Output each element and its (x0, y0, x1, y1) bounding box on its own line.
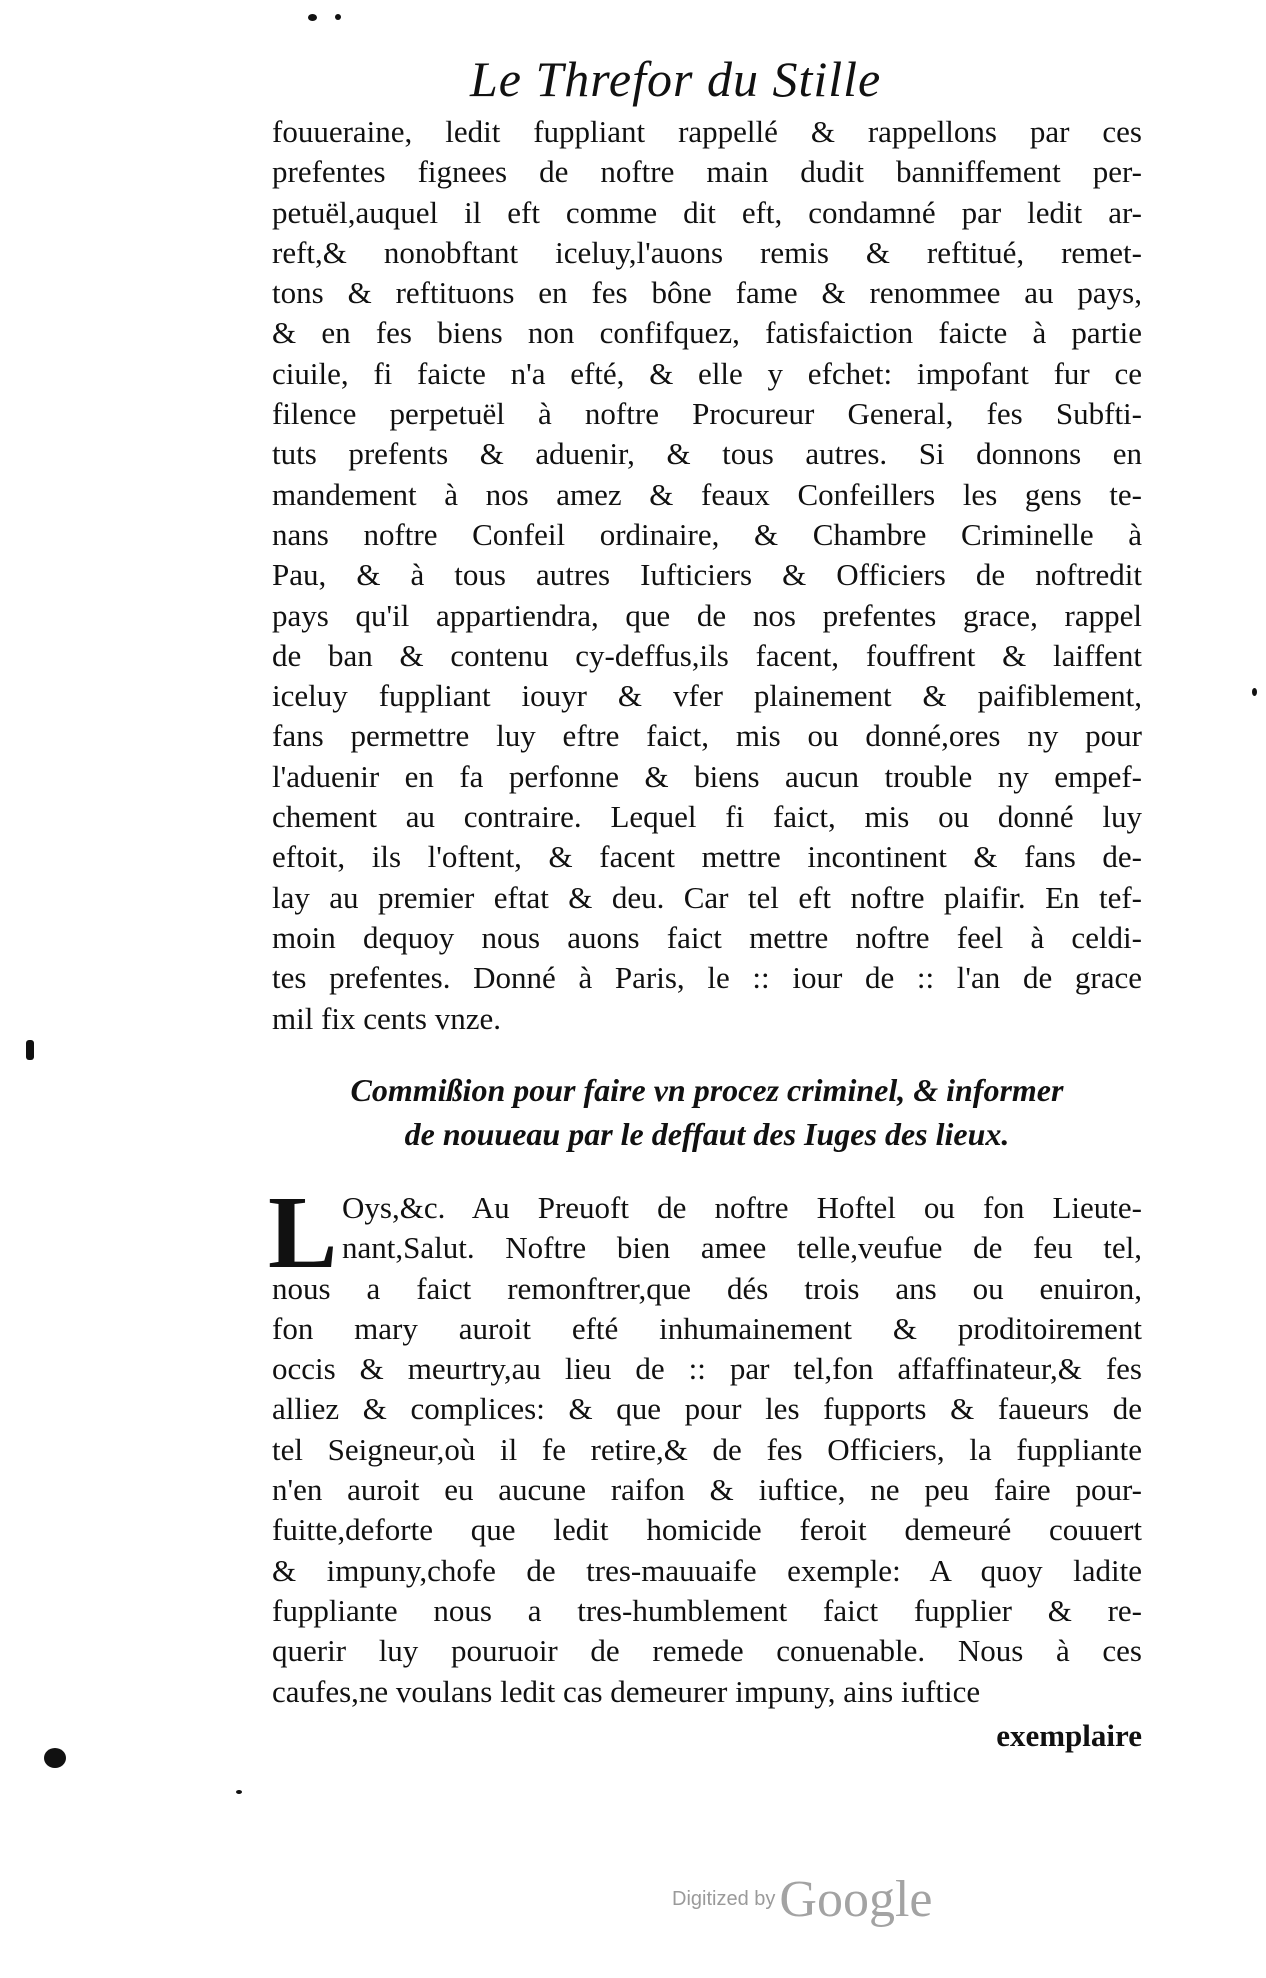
ink-speck (1252, 688, 1257, 696)
text-line: n'en auroit eu aucune raifon & iuftice, ne peu faire pour- (272, 1472, 1142, 1508)
catchword: exemplaire (996, 1718, 1142, 1753)
ink-speck (335, 14, 341, 20)
text-line: fans permettre luy eftre faict, mis ou donné,ores ny pour (272, 718, 1142, 754)
watermark-logo-text: Google (779, 1871, 933, 1928)
text-line: tuts prefents & aduenir, & tous autres. Si donnons en (272, 436, 1142, 472)
text-line: pays qu'il appartiendra, que de nos prefentes grace, rappel (272, 597, 1142, 633)
ink-blot (26, 1040, 34, 1060)
ink-speck (308, 14, 317, 21)
heading-line: de nouueau par le deffaut des Iuges des lieux. (404, 1116, 1010, 1152)
text-line: tes prefentes. Donné à Paris, le :: iour de :: l'an de grace (272, 960, 1142, 996)
text-line: occis & meurtry,au lieu de :: par tel,fon affaffinateur,& fes (272, 1351, 1142, 1387)
watermark-small-text: Digitized by (672, 1888, 776, 1910)
text-line: petuël,auquel il eft comme dit eft, condamné par ledit ar- (272, 194, 1142, 230)
drop-cap: L (268, 1175, 338, 1290)
text-line: fuitte,deforte que ledit homicide feroit demeuré couuert (272, 1512, 1142, 1548)
text-line: moin dequoy nous auons faict mettre noftre feel à celdi- (272, 919, 1142, 955)
text-line: & en fes biens non confifquez, fatisfaiction faicte à partie (272, 315, 1142, 351)
text-line: querir luy pouruoir de remede conuenable. Nous à ces (272, 1633, 1142, 1669)
text-block-top (272, 112, 1142, 1039)
ink-blot (44, 1748, 66, 1768)
text-line: & impuny,chofe de tres-mauuaife exemple: A quoy ladite (272, 1552, 1142, 1588)
text-line: mandement à nos amez & feaux Confeillers les gens te- (272, 476, 1142, 512)
text-line: eftoit, ils l'oftent, & facent mettre incontinent & fans de- (272, 839, 1142, 875)
text-line: de ban & contenu cy-deffus,ils facent, fouffrent & laiffent (272, 637, 1142, 673)
text-line: chement au contraire. Lequel fi faict, mis ou donné luy (272, 799, 1142, 835)
text-line: tel Seigneur,où il fe retire,& de fes Officiers, la fuppliante (272, 1431, 1142, 1467)
text-line: reft,& nonobftant iceluy,l'auons remis & reftitué, remet- (272, 234, 1142, 270)
text-line: l'aduenir en fa perfonne & biens aucun trouble ny empef- (272, 758, 1142, 794)
text-line: Pau, & à tous autres Iufticiers & Officiers de noftredit (272, 557, 1142, 593)
text-block-bottom (272, 1188, 1142, 1712)
text-line: nant,Salut. Noftre bien amee telle,veufue de feu tel, (342, 1230, 1142, 1266)
text-line: nous a faict remonftrer,que dés trois ans ou enuiron, (272, 1270, 1142, 1306)
heading-line: Commißion pour faire vn procez criminel, & informer (350, 1072, 1064, 1108)
text-line: fouueraine, ledit fuppliant rappellé & rappellons par ces (272, 114, 1142, 149)
text-line: alliez & complices: & que pour les fupports & faueurs de (272, 1391, 1142, 1427)
text-line: filence perpetuël à noftre Procureur General, fes Subfti- (272, 396, 1142, 432)
text-line: tons & reftituons en fes bône fame & renommee au pays, (272, 275, 1142, 311)
text-line: Oys,&c. Au Preuoft de noftre Hoftel ou fon Lieute- (342, 1190, 1142, 1225)
text-line: iceluy fuppliant iouyr & vfer plainement & paifiblement, (272, 678, 1142, 714)
text-line: caufes,ne voulans ledit cas demeurer impuny, ains iuftice (272, 1673, 981, 1709)
text-line: lay au premier eftat & deu. Car tel eft noftre plaifir. En tef- (272, 879, 1142, 915)
text-line: mil fix cents vnze. (272, 1000, 501, 1036)
section-heading (272, 1068, 1142, 1156)
text-line: nans noftre Confeil ordinaire, & Chambre Criminelle à (272, 516, 1142, 552)
text-line: ciuile, fi faicte n'a efté, & elle y efchet: impofant fur ce (272, 355, 1142, 391)
ink-speck (236, 1790, 242, 1794)
text-line: fuppliante nous a tres-humblement faict fupplier & re- (272, 1592, 1142, 1628)
text-line: prefentes fignees de noftre main dudit banniffement per- (272, 154, 1142, 190)
running-head: Le Threfor du Stille (470, 51, 882, 107)
digitized-by-google-watermark (672, 1870, 932, 1929)
text-line: fon mary auroit efté inhumainement & proditoirement (272, 1310, 1142, 1346)
